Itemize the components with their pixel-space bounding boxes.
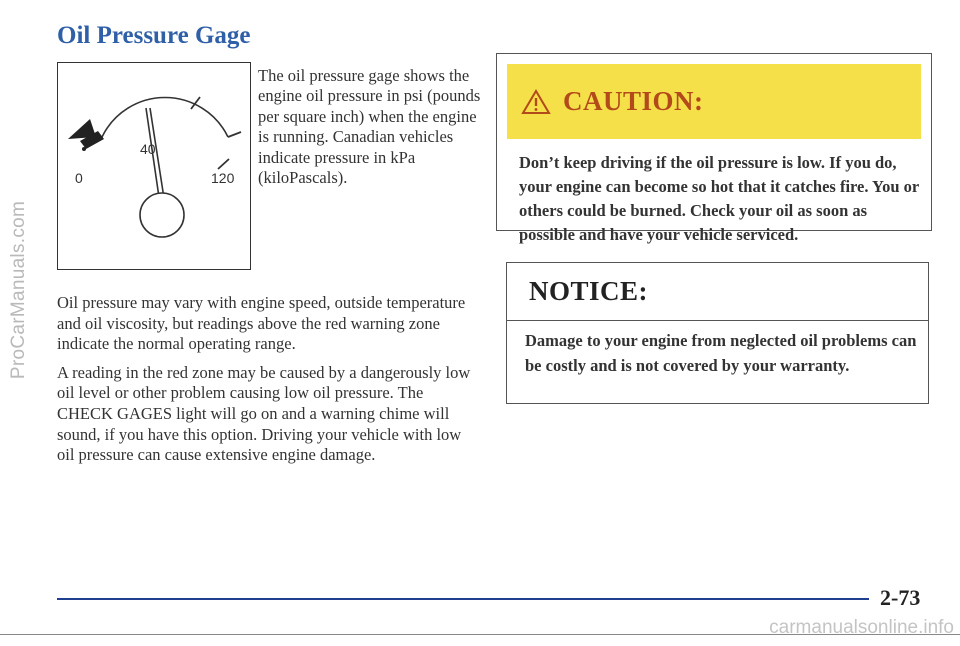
oil-pressure-gauge-illustration	[57, 62, 251, 270]
side-watermark-text: ProCarManuals.com	[8, 200, 29, 380]
section-title: Oil Pressure Gage	[57, 22, 251, 49]
bottom-watermark: carmanualsonline.info	[769, 617, 954, 638]
gauge-mid-label: 40	[140, 141, 156, 157]
gauge-tick-max	[228, 132, 241, 137]
paragraph-normal-range: Oil pressure may vary with engine speed, outside temperature and oil viscosity, but readings above the red warning zone indicate the normal operating range.	[57, 293, 466, 354]
gauge-min-label: 0	[75, 170, 83, 186]
notice-text: Damage to your engine from neglected oil problems can be costly and is not covered by your warranty.	[525, 331, 917, 375]
caution-text: Don’t keep driving if the oil pressure is low. If you do, your engine can become so hot that it catches fire. You or others could be burned. Check your oil as soon as possible and have your vehicle serviced.	[519, 153, 919, 244]
notice-title: NOTICE:	[529, 276, 649, 306]
paragraph-red-zone: A reading in the red zone may be caused by a dangerously low oil level or other problem causing low oil pressure. The CHECK GAGES light will go on and a warning chime will sound, if you have this option. Driving your vehicle with low oil pressure can cause extensive engine damage.	[57, 362, 471, 465]
section-body	[57, 293, 482, 474]
caution-box	[496, 53, 932, 244]
warning-triangle-icon	[521, 89, 551, 115]
page-number: 2-73	[880, 585, 921, 610]
caution-header	[507, 64, 921, 139]
gauge-hub	[140, 193, 184, 237]
gauge-max-label: 120	[211, 170, 235, 186]
notice-header	[507, 263, 928, 321]
side-watermark	[4, 30, 34, 550]
gauge-description: The oil pressure gage shows the engine oil pressure in psi (pounds per square inch) when the engine is running. Canadian vehicles indicate pressure in kPa (kiloPascals).	[258, 66, 481, 188]
notice-box	[506, 262, 929, 404]
gauge-drawing	[58, 63, 252, 271]
gauge-dial-arc	[102, 98, 228, 137]
footer-rule	[57, 598, 869, 600]
caution-title: CAUTION:	[563, 86, 704, 116]
